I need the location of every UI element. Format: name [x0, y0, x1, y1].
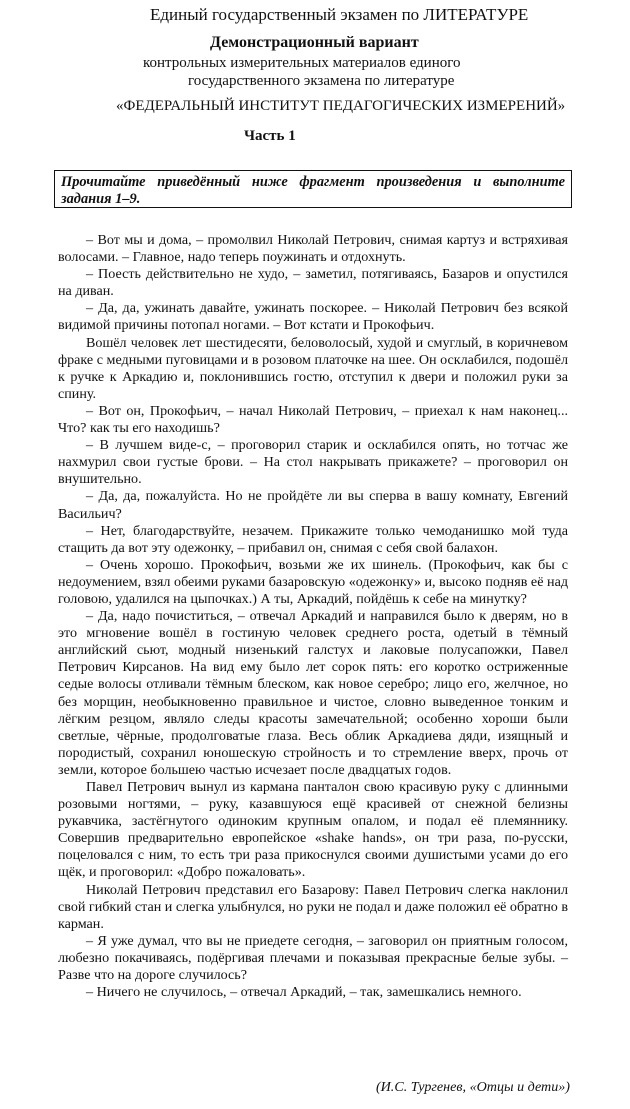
paragraph: – Да, да, ужинать давайте, ужинать поскорее. – Николай Петрович без всякой видимой причины потопал ногами. – Вот кстати и Прокофьич. [58, 300, 568, 334]
source-attribution: (И.С. Тургенев, «Отцы и дети») [375, 1079, 570, 1095]
paragraph: – Да, да, пожалуйста. Но не пройдёте ли вы сперва в вашу комнату, Евгений Васильич? [58, 488, 568, 522]
subtitle-line-2: государственного экзамена по литературе [188, 73, 455, 89]
institute-name: «ФЕДЕРАЛЬНЫЙ ИНСТИТУТ ПЕДАГОГИЧЕСКИХ ИЗМЕРЕНИЙ» [116, 98, 566, 114]
demo-variant-title: Демонстрационный вариант [210, 34, 419, 51]
subtitle-line-1: контрольных измерительных материалов единого [143, 55, 461, 71]
part-title: Часть 1 [244, 128, 296, 144]
paragraph: – Поесть действительно не худо, – заметил, потягиваясь, Базаров и опустился на диван. [58, 266, 568, 300]
exam-title: Единый государственный экзамен по ЛИТЕРАТУРЕ [150, 5, 529, 24]
paragraph: Павел Петрович вынул из кармана панталон свою красивую руку с длинными розовыми ногтями, – руку, казавшуюся ещё красивей от снежной белизны рукавчика, застёгнутого одиноким крупным опалом, и подал её племяннику. Совершив предварительно европейское «shake hands», он три раза, по-русски, поцеловался с ним, то есть три раза прикоснулся своими душистыми усами до его щёк, и проговорил: «Добро пожаловать». [58, 779, 568, 881]
literary-fragment [58, 232, 568, 1001]
paragraph: – Я уже думал, что вы не приедете сегодня, – заговорил он приятным голосом, любезно покачиваясь, подёргивая плечами и показывая прекрасные белые зубы. – Разве что на дороге случилось? [58, 932, 568, 984]
paragraph: – Очень хорошо. Прокофьич, возьми же их шинель. (Прокофьич, как бы с недоумением, взял обеими руками базаровскую «одежонку» и, высоко подняв её над головою, удалился на цыпочках.) А ты, Аркадий, пойдёшь к себе на минутку? [58, 556, 568, 607]
paragraph: – Нет, благодарствуйте, незачем. Прикажите только чемоданишко мой туда стащить да вот эту одежонку, – прибавил он, снимая с себя свой балахон. [58, 522, 568, 556]
paragraph: – Вот он, Прокофьич, – начал Николай Петрович, – приехал к нам наконец... Что? как ты его находишь? [58, 402, 568, 437]
paragraph: Вошёл человек лет шестидесяти, беловолосый, худой и смуглый, в коричневом фраке с медными пуговицами и в розовом платочке на шее. Он осклабился, подошёл к ручке к Аркадию и, поклонившись гостю, отступил к двери и положил руки за спину. [58, 334, 568, 402]
paragraph: – Да, надо почиститься, – отвечал Аркадий и направился было к дверям, но в это мгновение вошёл в гостиную человек среднего роста, одетый в тёмный английский сьют, модный низенький галстух и лаковые полусапожки, Павел Петрович Кирсанов. На вид ему было лет сорок пять: его коротко остриженные седые волосы отливали тёмным блеском, как новое серебро; лицо его, желчное, но без морщин, необыкновенно правильное и чистое, словно выведенное тонким и лёгким резцом, являло следы красоты замечательной; особенно хороши были светлые, чёрные, продолговатые глаза. Весь облик Аркадиева дяди, изящный и породистый, сохранил юношескую стройность и то стремление вверх, прочь от земли, которое большею частью исчезает после двадцатых годов. [58, 608, 568, 778]
paragraph: – В лучшем виде-с, – проговорил старик и осклабился опять, но тотчас же нахмурил свои густые брови. – На стол накрывать прикажете? – проговорил он внушительно. [58, 437, 568, 488]
instruction-box: Прочитайте приведённый ниже фрагмент произведения и выполните задания 1–9. [54, 170, 572, 208]
paragraph: – Вот мы и дома, – промолвил Николай Петрович, снимая картуз и встряхивая волосами. – Главное, надо теперь поужинать и отдохнуть. [58, 232, 568, 266]
paragraph: Николай Петрович представил его Базарову: Павел Петрович слегка наклонил свой гибкий стан и слегка улыбнулся, но руки не подал и даже положил её обратно в карман. [58, 881, 568, 932]
paragraph: – Ничего не случилось, – отвечал Аркадий, – так, замешкались немного. [86, 984, 522, 1001]
